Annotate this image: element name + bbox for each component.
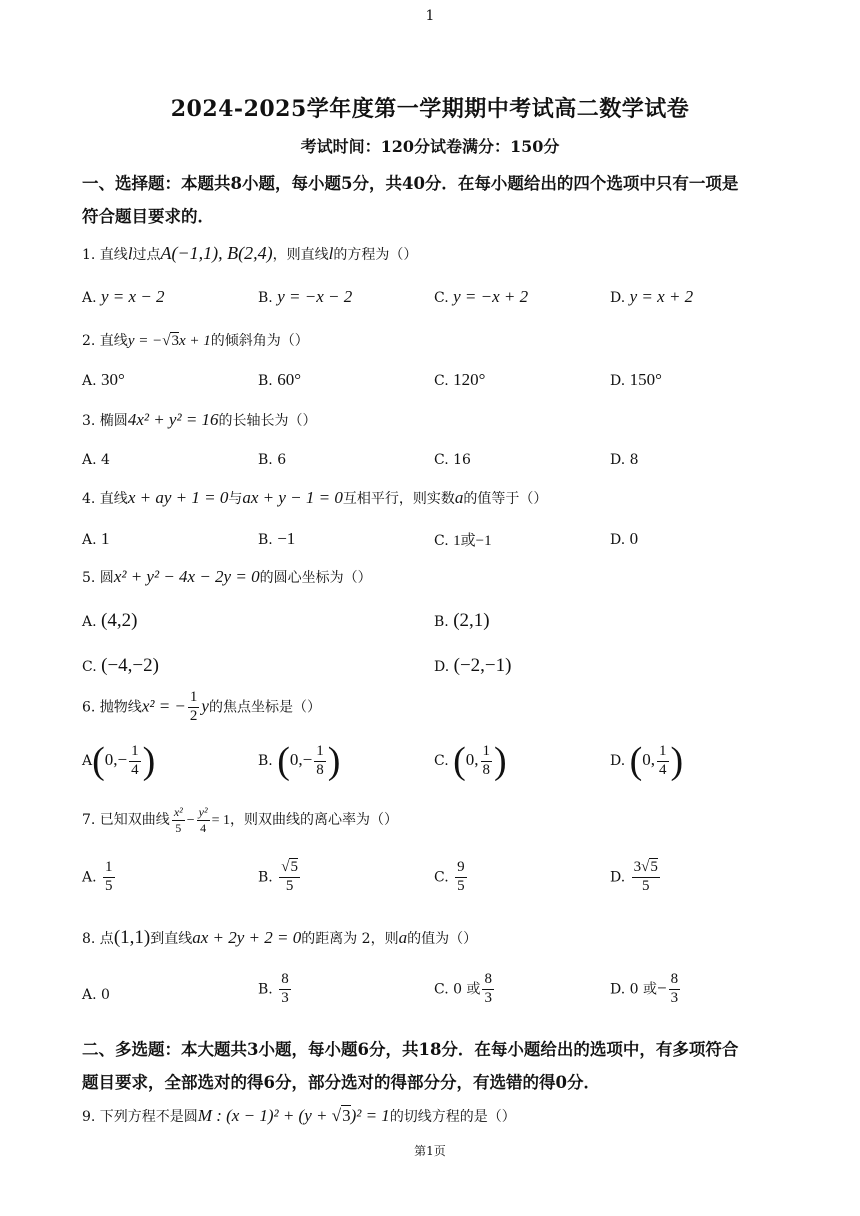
section2-heading-line1: 二、多选题：本大题共3小题，每小题6分，共18分．在每小题给出的选项中，有多项符合 [82, 1040, 739, 1059]
q2-option-c: C. 120° [434, 370, 486, 389]
page-footer: 第1页 [414, 1144, 446, 1158]
q3-option-d: D. 8 [610, 452, 639, 468]
q4-option-b: B. −1 [258, 529, 296, 548]
exam-subtitle: 考试时间：120分试卷满分：150分 [300, 137, 560, 156]
question-5: 5. 圆x² + y² − 4x − 2y = 0的圆心坐标为（） [82, 567, 372, 586]
q1-option-b: B. y = −x − 2 [258, 287, 353, 306]
page-number-top: 1 [425, 8, 435, 24]
question-1: 1. 直线l过点A(−1,1), B(2,4)，则直线l的方程为（） [82, 243, 418, 263]
section2-heading-line2: 题目要求，全部选对的得6分，部分选对的得部分分，有选错的得0分． [82, 1073, 600, 1092]
q6-option-b: B. (0,− $\frac{1}{8}$ ) [258, 740, 341, 782]
q7-option-d: D. $\frac{3√5}{5}$ [610, 859, 658, 894]
q1-option-c: C. y = −x + 2 [434, 287, 529, 306]
q3-option-c: C. 16 [434, 452, 471, 468]
q8-option-b: B. $\frac{8}{3}$ [258, 971, 289, 1006]
q7-option-a: A. $\frac{1}{5}$ [82, 859, 113, 894]
q6-option-d: D. (0, $\frac{1}{4}$ ) [610, 740, 684, 782]
question-8: 8. 点(1,1)到直线ax + 2y + 2 = 0的距离为 2，则a的值为（） [82, 927, 478, 948]
q6-option-a: A(0,− $\frac{1}{4}$ ) [82, 740, 156, 782]
q5-option-c: C. (−4,−2) [82, 655, 159, 676]
q2-option-d: D. 150° [610, 370, 662, 389]
q8-option-d: D. 0 或− $\frac{8}{3}$ [610, 971, 679, 1006]
q2-option-b: B. 60° [258, 370, 302, 389]
q8-option-c: C. 0 或 $\frac{8}{3}$ [434, 971, 492, 1006]
exam-title: 2024-2025学年度第一学期期中考试高二数学试卷 [170, 96, 690, 122]
question-4: 4. 直线x + ay + 1 = 0与ax + y − 1 = 0互相平行，则实数a的值等于（） [82, 488, 548, 507]
q3-option-a: A. 4 [82, 452, 110, 468]
q4-option-a: A. 1 [82, 529, 110, 548]
question-9: 9. 下列方程不是圆M : (x − 1)² + (y + √3)² = 1的切线方程的是（） [82, 1106, 516, 1125]
q2-option-a: A. 30° [82, 370, 125, 389]
q5-option-a: A. (4,2) [82, 610, 138, 631]
question-2: 2. 直线y = −√3x + 1的倾斜角为（） [82, 333, 309, 349]
q1-option-a: A. y = x − 2 [82, 287, 165, 306]
question-6: 6. 抛物线x² = − $\frac{1}{2}$ y的焦点坐标是（） [82, 689, 321, 724]
q7-option-c: C. $\frac{9}{5}$ [434, 859, 465, 894]
q3-option-b: B. 6 [258, 452, 287, 468]
q4-option-c: C. 1或−1 [434, 533, 492, 549]
q5-option-d: D. (−2,−1) [434, 655, 512, 676]
question-3: 3. 椭圆4x² + y² = 16的长轴长为（） [82, 410, 317, 429]
q5-option-b: B. (2,1) [434, 610, 490, 631]
q1-option-d: D. y = x + 2 [610, 287, 694, 306]
q7-option-b: B. $\frac{√5}{5}$ [258, 859, 298, 894]
section1-heading-line1: 一、选择题：本题共8小题，每小题5分，共40分．在每小题给出的四个选项中只有一项是 [82, 174, 739, 193]
q4-option-d: D. 0 [610, 529, 639, 548]
section1-heading-line2: 符合题目要求的． [82, 207, 214, 226]
question-7: 7. 已知双曲线 $\frac{\text{x²}}{5}$ − $\frac{\text{y²}}{4}$ = 1，则双曲线的离心率为（） [82, 805, 398, 835]
q8-option-a: A. 0 [82, 987, 110, 1003]
q6-option-c: C. (0, $\frac{1}{8}$ ) [434, 740, 507, 782]
